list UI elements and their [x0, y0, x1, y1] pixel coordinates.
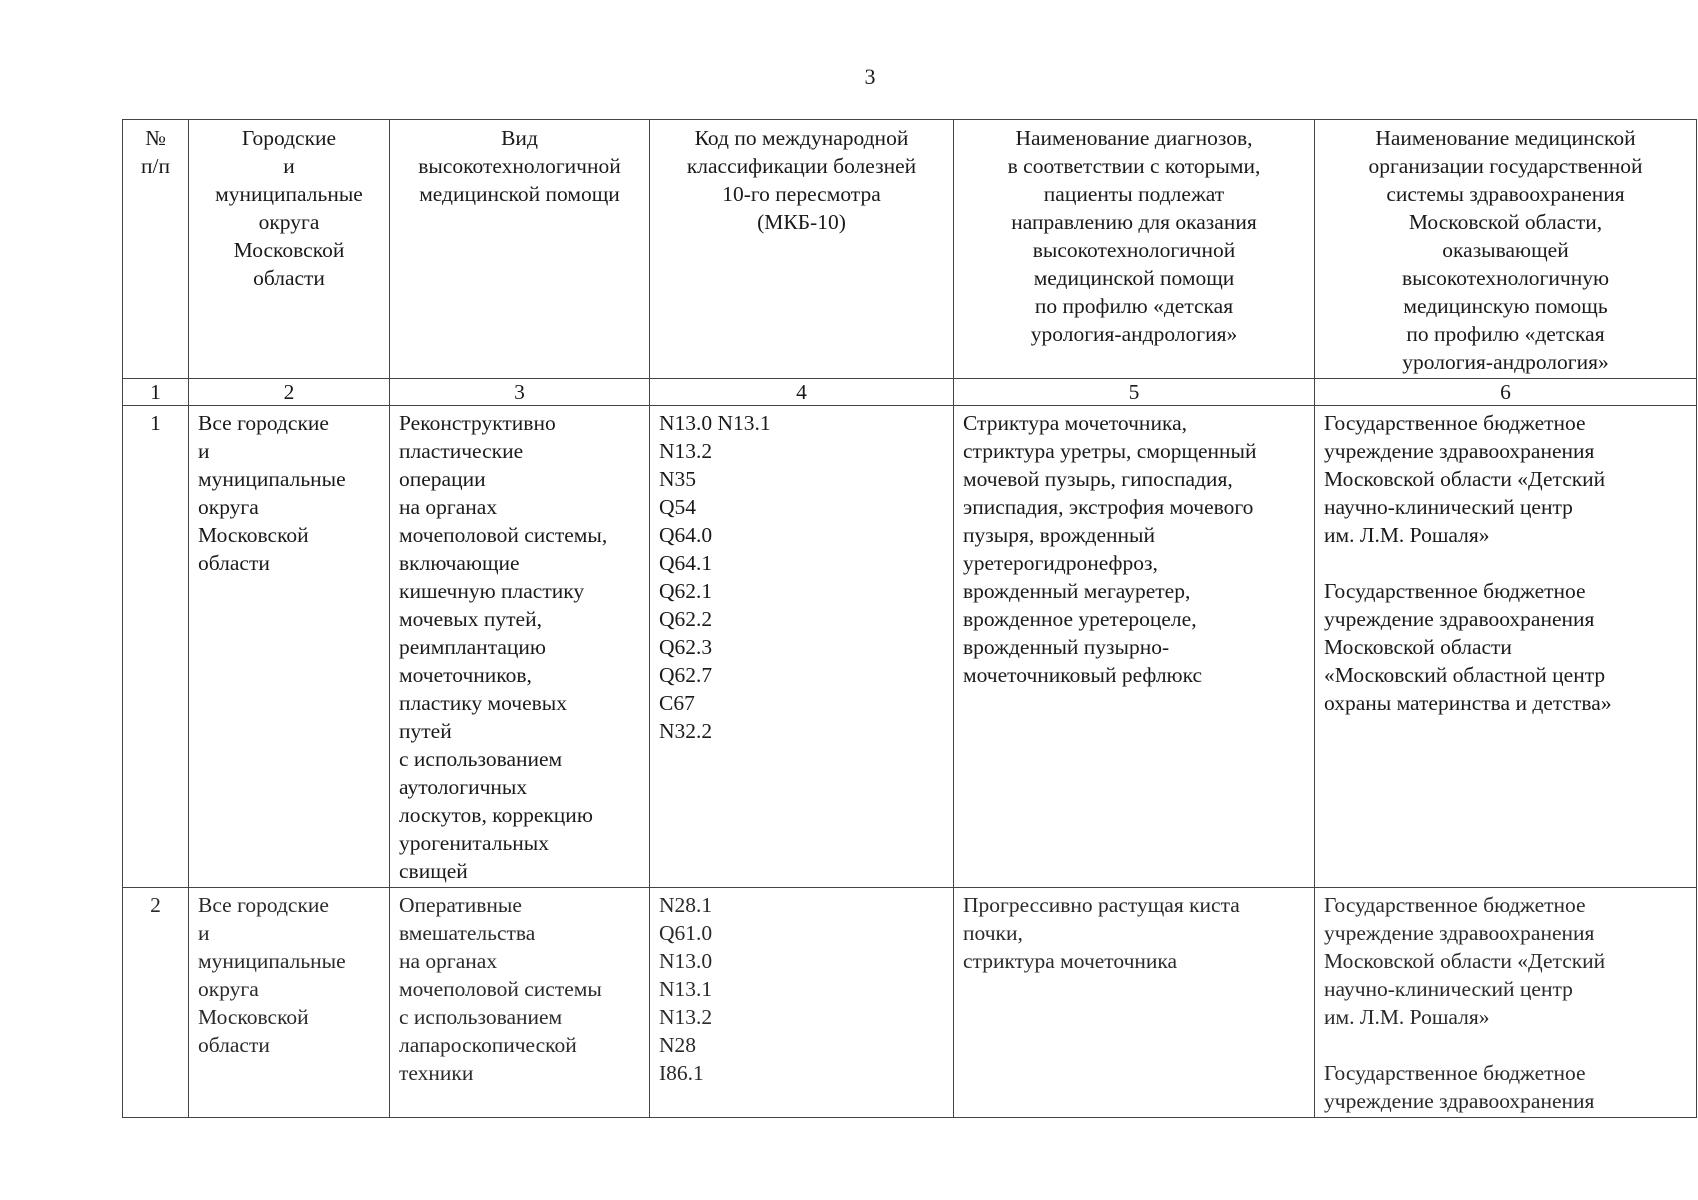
- column-number: 2: [189, 379, 390, 406]
- row-num: 1: [123, 406, 189, 888]
- row-organizations: Государственное бюджетное учреждение здравоохранения Московской области «Детский научно-клинический центр им. Л.М. Рошаля» Государственное бюджетное учреждение здравоохранения: [1315, 888, 1697, 1118]
- column-number: 6: [1315, 379, 1697, 406]
- header-diagnoses: Наименование диагнозов, в соответствии с которыми, пациенты подлежат направлению для оказания высокотехнологичной медицинской помощи по профилю «детская урология-андрология»: [954, 120, 1315, 379]
- header-row: [123, 120, 1697, 379]
- row-organizations: Государственное бюджетное учреждение здравоохранения Московской области «Детский научно-клинический центр им. Л.М. Рошаля» Государственное бюджетное учреждение здравоохранения Московской области «Московский областной центр охраны материнства и детства»: [1315, 406, 1697, 888]
- row-care-type: Реконструктивно пластические операции на органах мочеполовой системы, включающие кишечную пластику мочевых путей, реимплантацию мочеточников, пластику мочевых путей с использованием аутологичных лоскутов, коррекцию урогенитальных свищей: [390, 406, 650, 888]
- table-row: [123, 888, 1697, 1118]
- row-num: 2: [123, 888, 189, 1118]
- row-diagnoses: Стриктура мочеточника, стриктура уретры, сморщенный мочевой пузырь, гипоспадия, эписпадия, экстрофия мочевого пузыря, врожденный уретерогидронефроз, врожденный мегауретер, врожденное уретероцеле, врожденный пузырно- мочеточниковый рефлюкс: [954, 406, 1315, 888]
- row-icd-codes: N13.0 N13.1 N13.2 N35 Q54 Q64.0 Q64.1 Q62.1 Q62.2 Q62.3 Q62.7 C67 N32.2: [650, 406, 954, 888]
- column-number: 4: [650, 379, 954, 406]
- header-care-type: Вид высокотехнологичной медицинской помощи: [390, 120, 650, 379]
- column-number-row: [123, 379, 1697, 406]
- row-districts: Все городские и муниципальные округа Московской области: [189, 888, 390, 1118]
- header-icd-code: Код по международной классификации болезней 10-го пересмотра (МКБ-10): [650, 120, 954, 379]
- row-icd-codes: N28.1 Q61.0 N13.0 N13.1 N13.2 N28 I86.1: [650, 888, 954, 1118]
- table-row: [123, 406, 1697, 888]
- header-districts: Городские и муниципальные округа Московской области: [189, 120, 390, 379]
- header-organization: Наименование медицинской организации государственной системы здравоохранения Московской области, оказывающей высокотехнологичную медицинскую помощь по профилю «детская урология-андрология»: [1315, 120, 1697, 379]
- row-diagnoses: Прогрессивно растущая киста почки, стриктура мочеточника: [954, 888, 1315, 1118]
- column-number: 5: [954, 379, 1315, 406]
- row-care-type: Оперативные вмешательства на органах мочеполовой системы с использованием лапароскопической техники: [390, 888, 650, 1118]
- row-districts: Все городские и муниципальные округа Московской области: [189, 406, 390, 888]
- column-number: 3: [390, 379, 650, 406]
- page-number: 3: [864, 64, 876, 89]
- hmp-table: [122, 119, 1697, 1118]
- header-num: № п/п: [123, 120, 189, 379]
- column-number: 1: [123, 379, 189, 406]
